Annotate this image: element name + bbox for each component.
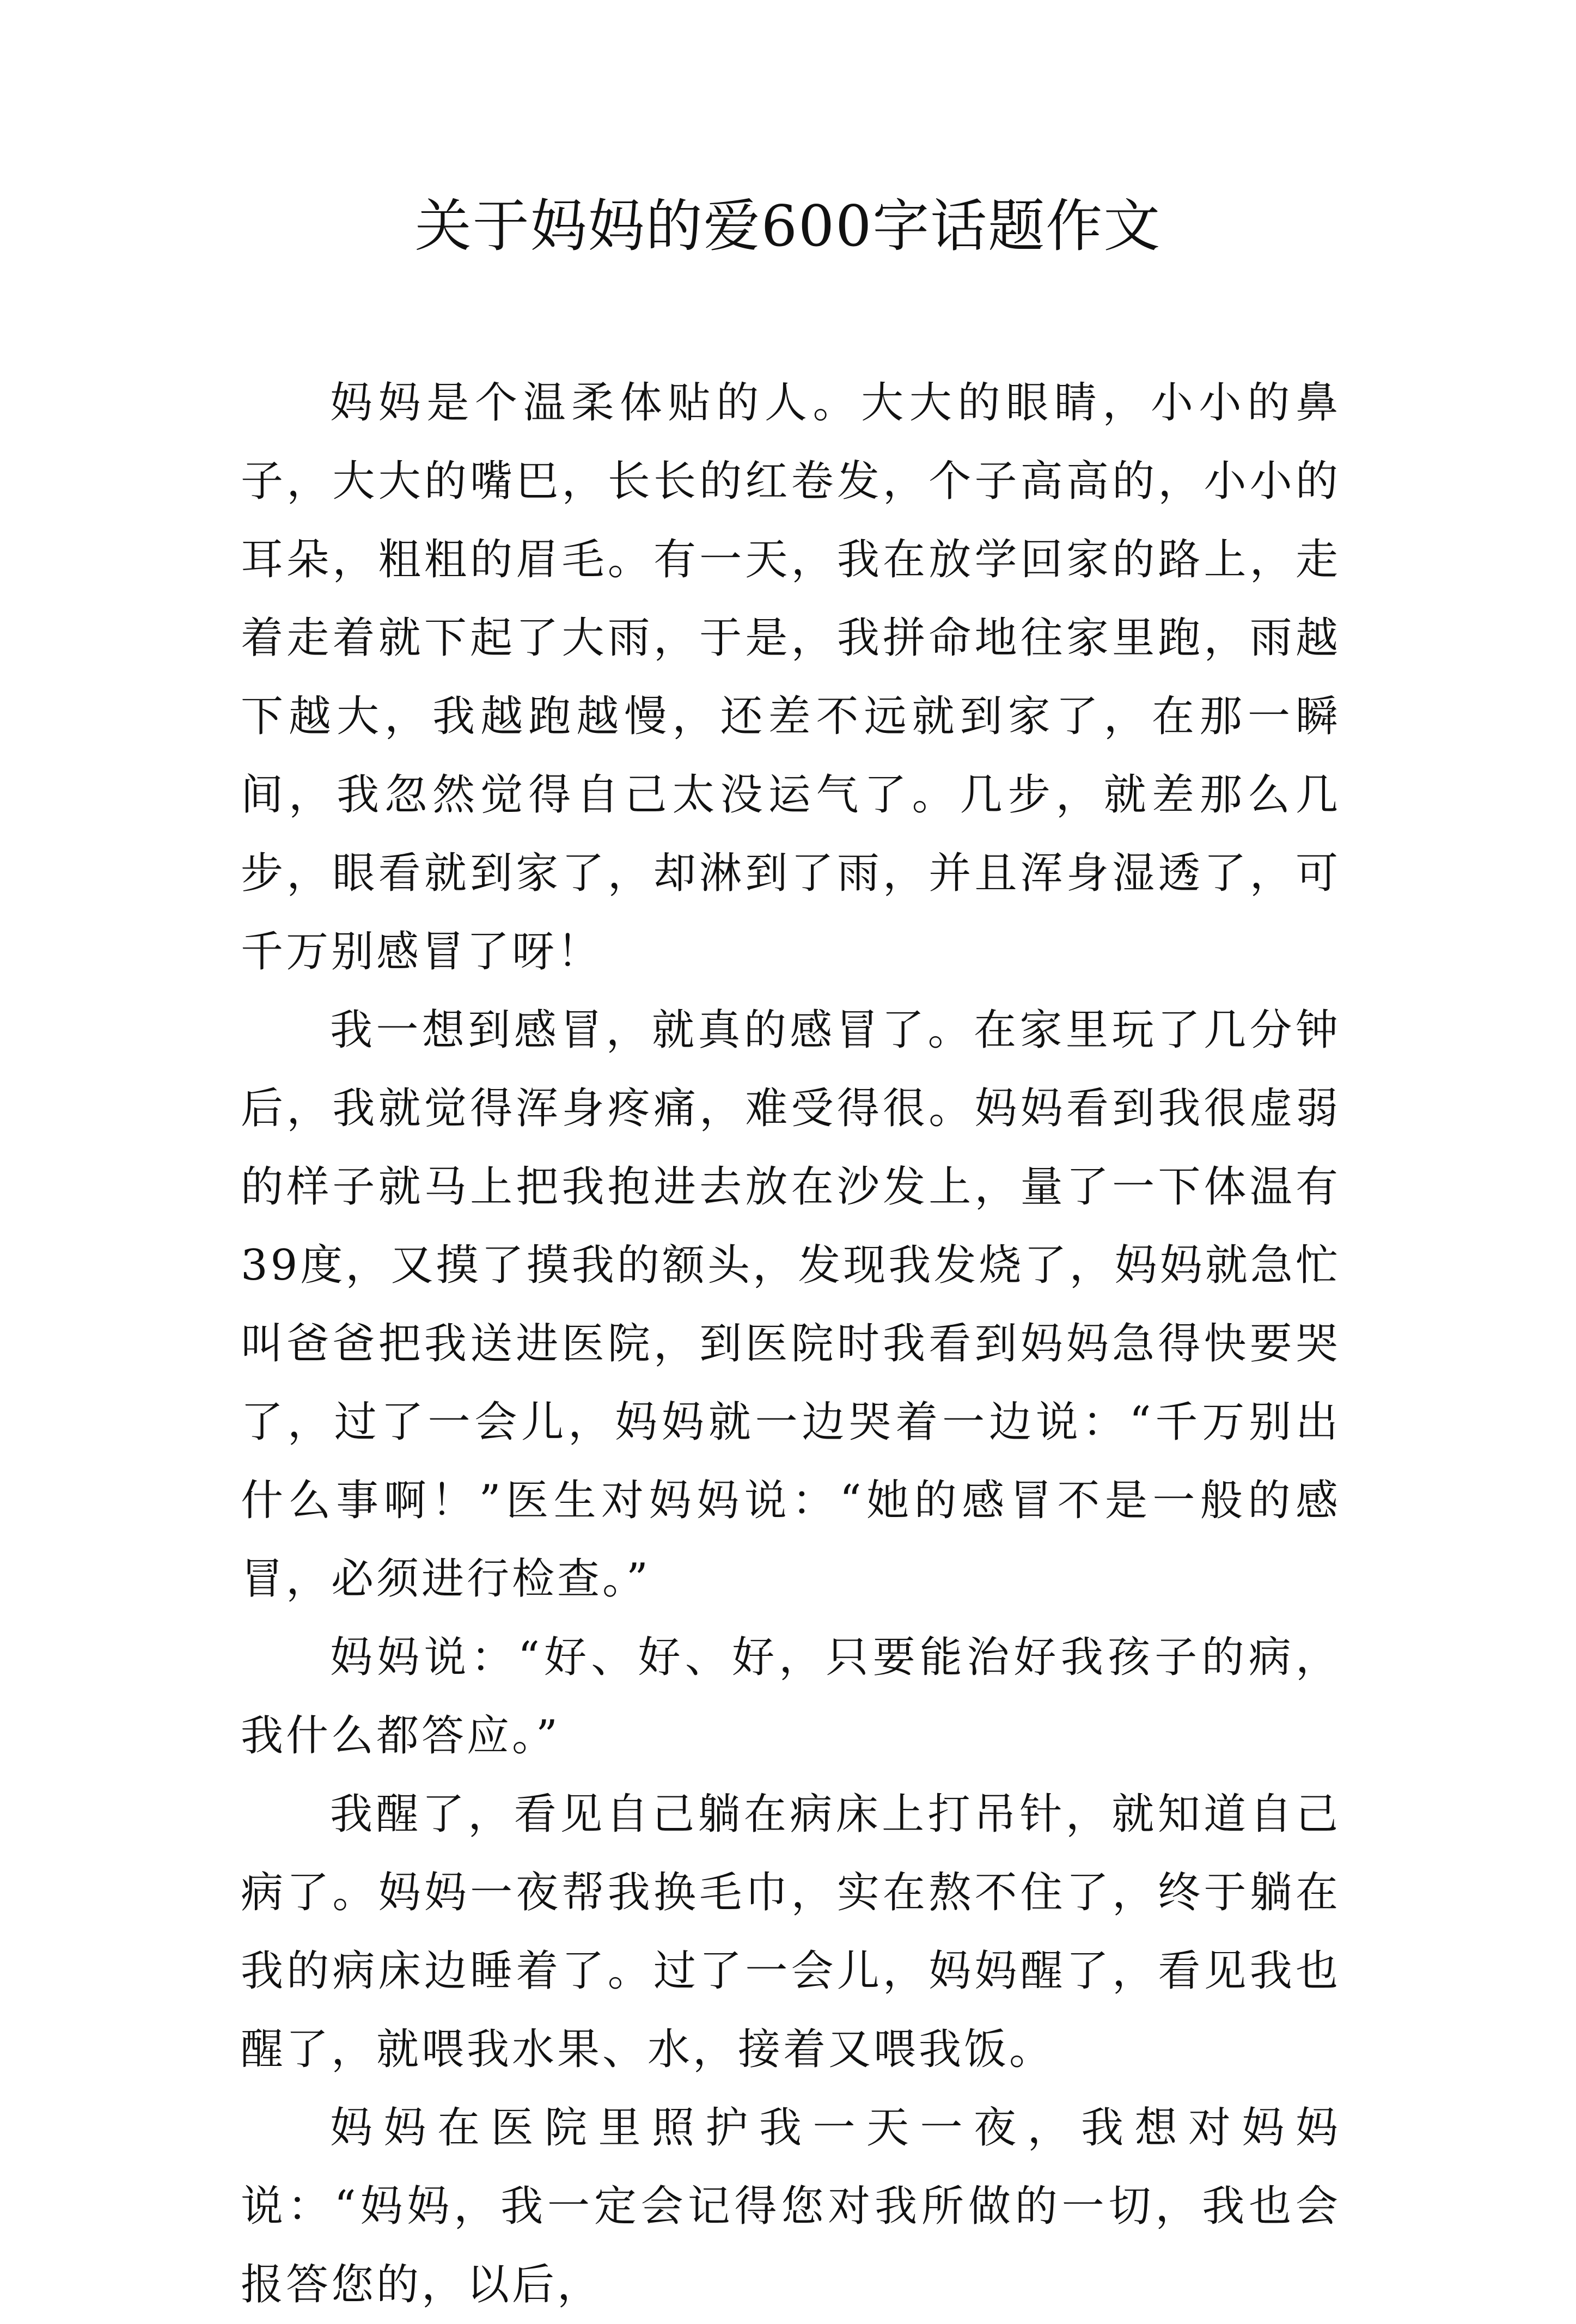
paragraph: 妈妈在医院里照护我一天一夜，我想对妈妈说：“妈妈，我一定会记得您对我所做的一切，我也会报答您的，以后， <box>241 2103 1341 2309</box>
document-title: 关于妈妈的爱600字话题作文 <box>414 193 1162 259</box>
paragraph: 我一想到感冒，就真的感冒了。在家里玩了几分钟后，我就觉得浑身疼痛，难受得很。妈妈看到我很虚弱的样子就马上把我抱进去放在沙发上，量了一下体温有39度，又摸了摸我的额头，发现我发烧了，妈妈就急忙叫爸爸把我送进医院，到医院时我看到妈妈急得快要哭了，过了一会儿，妈妈就一边哭着一边说：“千万别出什么事啊！”医生对妈妈说：“她的感冒不是一般的感冒，必须进行检查。” <box>241 1006 1341 1604</box>
paragraph: 妈妈说：“好、好、好，只要能治好我孩子的病，我什么都答应。” <box>241 1633 1341 1760</box>
paragraph: 我醒了，看见自己躺在病床上打吊针，就知道自己病了。妈妈一夜帮我换毛巾，实在熬不住了，终于躺在我的病床边睡着了。过了一会儿，妈妈醒了，看见我也醒了，就喂我水果、水，接着又喂我饭。 <box>241 1790 1341 2074</box>
paragraph: 妈妈是个温柔体贴的人。大大的眼睛，小小的鼻子，大大的嘴巴，长长的红卷发，个子高高的，小小的耳朵，粗粗的眉毛。有一天，我在放学回家的路上，走着走着就下起了大雨，于是，我拼命地往家里跑，雨越下越大，我越跑越慢，还差不远就到家了，在那一瞬间，我忽然觉得自己太没运气了。几步，就差那么几步，眼看就到家了，却淋到了雨，并且浑身湿透了，可千万别感冒了呀！ <box>241 378 1341 976</box>
document-body <box>241 364 1341 2324</box>
